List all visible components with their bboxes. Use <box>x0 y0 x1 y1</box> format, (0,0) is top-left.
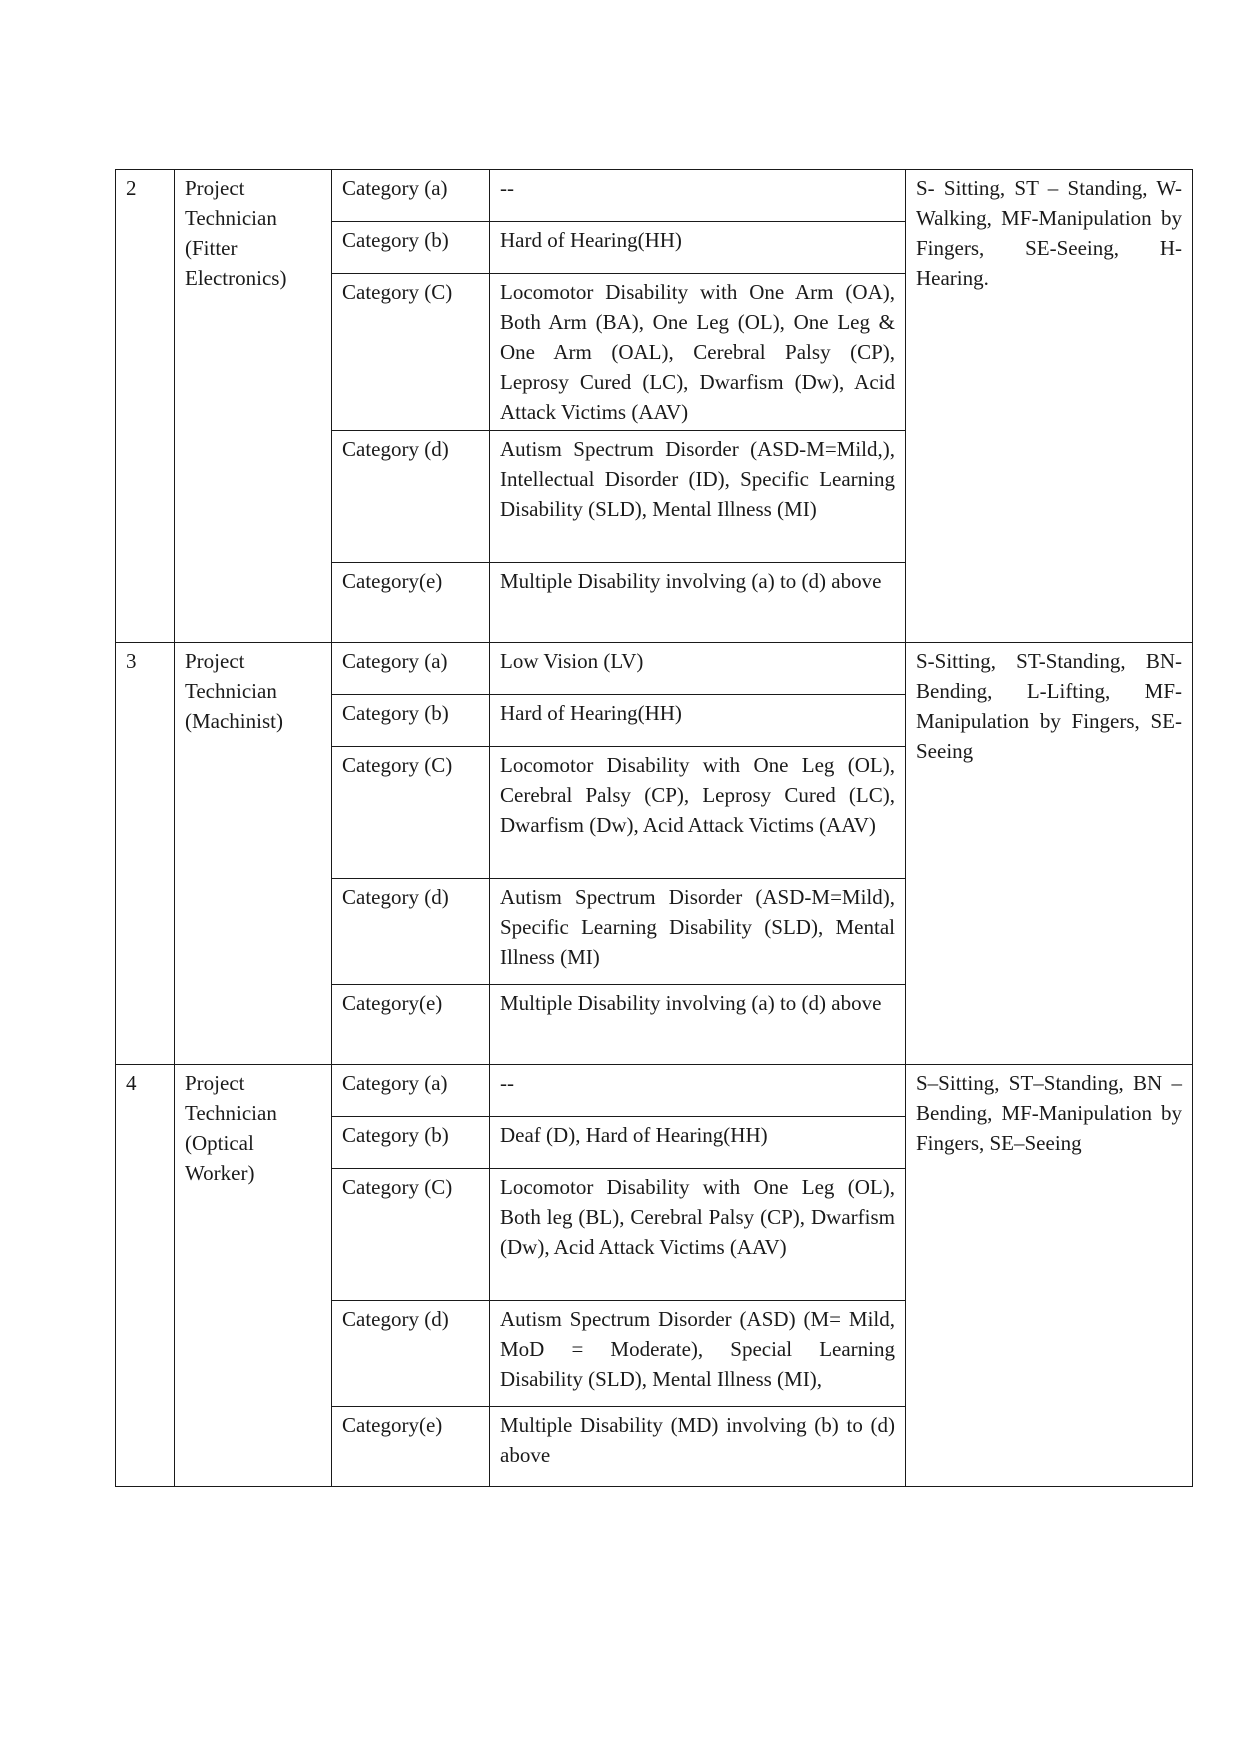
disability-text: Multiple Disability involving (a) to (d) above <box>490 985 906 1065</box>
category-label: Category(e) <box>332 1407 490 1487</box>
category-label: Category (b) <box>332 695 490 747</box>
category-label: Category (d) <box>332 879 490 985</box>
post-name: Project Technician (Fitter Electronics) <box>175 170 332 643</box>
disability-text: Hard of Hearing(HH) <box>490 695 906 747</box>
category-label: Category(e) <box>332 563 490 643</box>
category-label: Category (d) <box>332 1301 490 1407</box>
category-label: Category (C) <box>332 1169 490 1301</box>
disability-text: Low Vision (LV) <box>490 643 906 695</box>
disability-text: Autism Spectrum Disorder (ASD-M=Mild,), Intellectual Disorder (ID), Specific Learning Disability (SLD), Mental Illness (MI) <box>490 431 906 563</box>
disability-text: Deaf (D), Hard of Hearing(HH) <box>490 1117 906 1169</box>
functional-requirements: S–Sitting, ST–Standing, BN –Bending, MF-Manipulation by Fingers, SE–Seeing <box>906 1065 1193 1487</box>
serial-number: 4 <box>116 1065 175 1487</box>
category-label: Category (d) <box>332 431 490 563</box>
category-label: Category (b) <box>332 1117 490 1169</box>
functional-requirements: S-Sitting, ST-Standing, BN-Bending, L-Lifting, MF-Manipulation by Fingers, SE-Seeing <box>906 643 1193 1065</box>
disability-text: Autism Spectrum Disorder (ASD) (M= Mild, MoD = Moderate), Special Learning Disability (SLD), Mental Illness (MI), <box>490 1301 906 1407</box>
category-label: Category (b) <box>332 222 490 274</box>
table-row <box>116 1065 1193 1117</box>
category-label: Category (a) <box>332 1065 490 1117</box>
table-row <box>116 170 1193 222</box>
serial-number: 2 <box>116 170 175 643</box>
disability-text: Multiple Disability involving (a) to (d) above <box>490 563 906 643</box>
disability-text: Autism Spectrum Disorder (ASD-M=Mild), Specific Learning Disability (SLD), Mental Illness (MI) <box>490 879 906 985</box>
disability-text: Multiple Disability (MD) involving (b) to (d) above <box>490 1407 906 1487</box>
post-name: Project Technician (Machinist) <box>175 643 332 1065</box>
category-label: Category (a) <box>332 170 490 222</box>
disability-text: Hard of Hearing(HH) <box>490 222 906 274</box>
category-label: Category (C) <box>332 274 490 431</box>
serial-number: 3 <box>116 643 175 1065</box>
post-name: Project Technician (Optical Worker) <box>175 1065 332 1487</box>
disability-text: -- <box>490 170 906 222</box>
table-row <box>116 643 1193 695</box>
category-label: Category (a) <box>332 643 490 695</box>
disability-text: Locomotor Disability with One Leg (OL), Cerebral Palsy (CP), Leprosy Cured (LC), Dwarfism (Dw), Acid Attack Victims (AAV) <box>490 747 906 879</box>
functional-requirements: S- Sitting, ST – Standing, W-Walking, MF-Manipulation by Fingers, SE-Seeing, H-Hearing. <box>906 170 1193 643</box>
category-label: Category (C) <box>332 747 490 879</box>
category-label: Category(e) <box>332 985 490 1065</box>
disability-text: Locomotor Disability with One Leg (OL), Both leg (BL), Cerebral Palsy (CP), Dwarfism (Dw), Acid Attack Victims (AAV) <box>490 1169 906 1301</box>
disability-text: Locomotor Disability with One Arm (OA), Both Arm (BA), One Leg (OL), One Leg & One Arm (OAL), Cerebral Palsy (CP), Leprosy Cured (LC), Dwarfism (Dw), Acid Attack Victims (AAV) <box>490 274 906 431</box>
disability-suitability-table <box>115 169 1193 1487</box>
disability-text: -- <box>490 1065 906 1117</box>
